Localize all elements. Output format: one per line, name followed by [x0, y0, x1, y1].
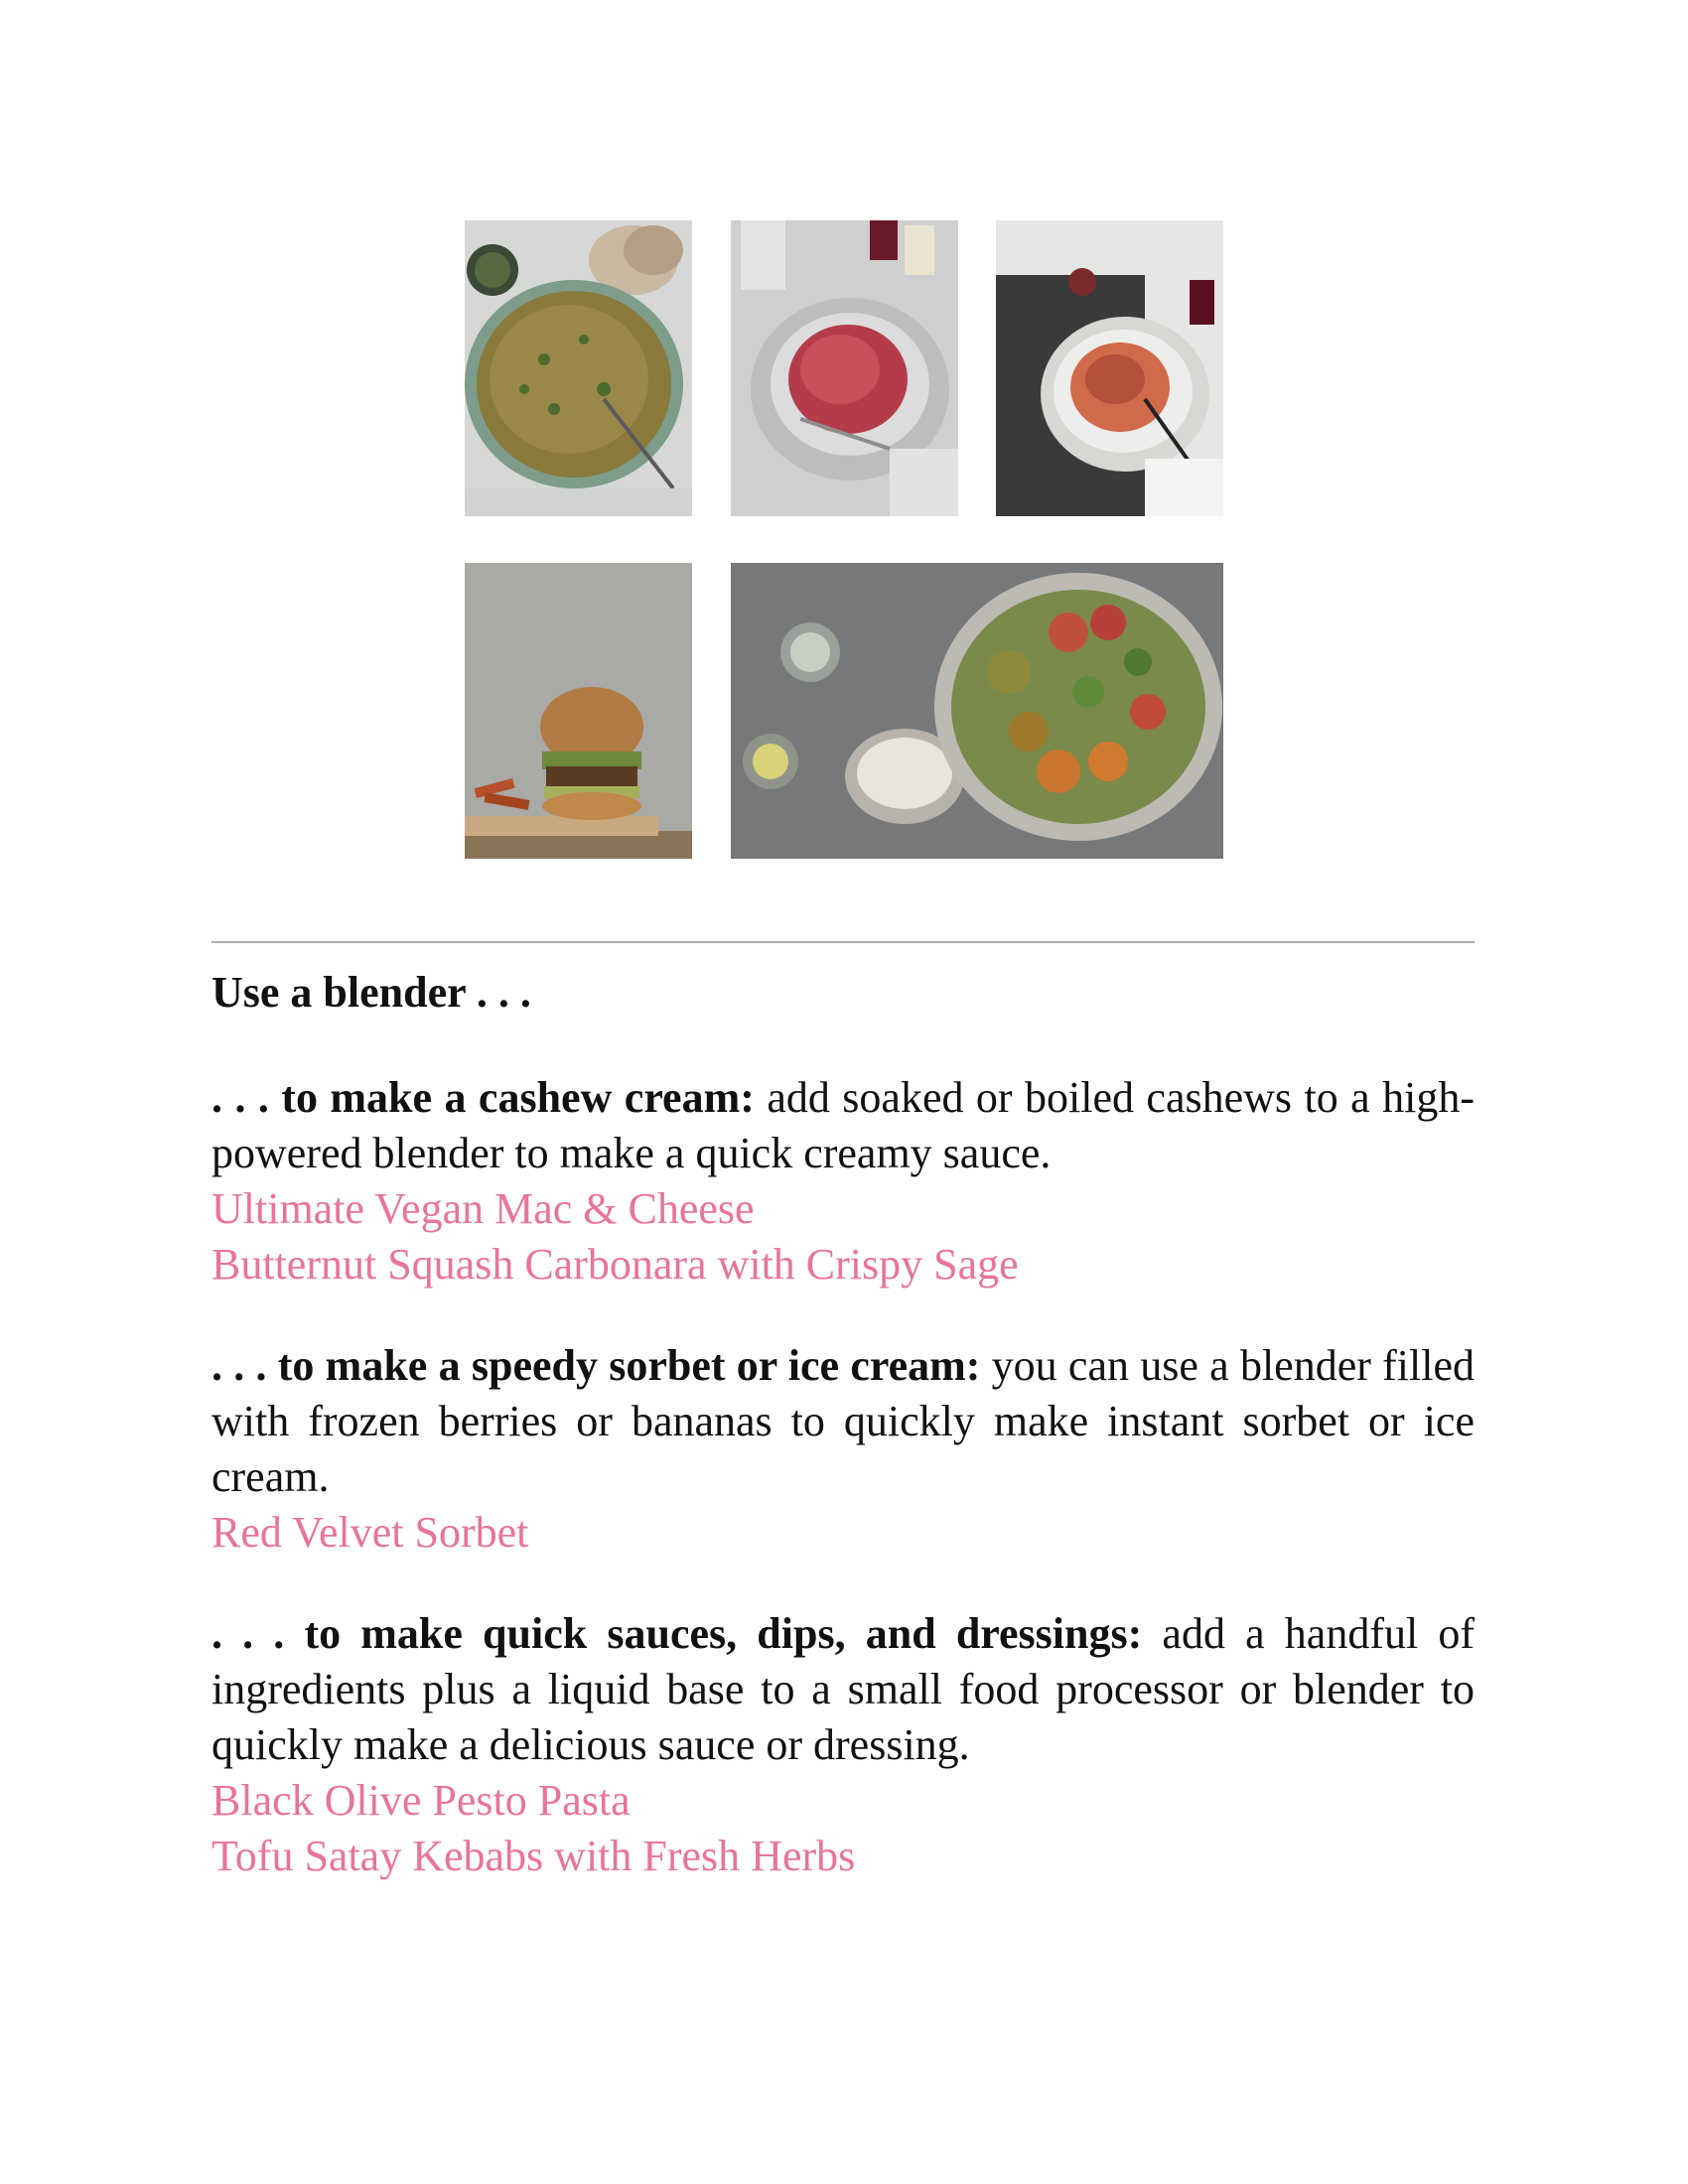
section-sauces [211, 1606, 1475, 1884]
section-lead: . . . to make a cashew cream: [211, 1073, 755, 1122]
recipe-link-red-velvet-sorbet[interactable]: Red Velvet Sorbet [211, 1508, 529, 1557]
section-text [211, 1070, 1475, 1181]
recipe-link-tofu-satay[interactable]: Tofu Satay Kebabs with Fresh Herbs [211, 1832, 856, 1880]
section-lead: . . . to make quick sauces, dips, and dressings: [211, 1609, 1143, 1658]
section-lead: . . . to make a speedy sorbet or ice cream: [211, 1341, 981, 1390]
page-heading: Use a blender . . . [211, 968, 531, 1017]
recipe-link-mac-cheese[interactable]: Ultimate Vegan Mac & Cheese [211, 1184, 755, 1233]
tomato-pasta-photo [996, 220, 1223, 516]
section-body: add a handful of ingredients plus a liquid base to a small food processor or blender to quickly make a delicious sauce or dressing. [211, 1609, 1475, 1769]
falafel-platter-photo [731, 563, 1223, 859]
lentil-stew-photo [465, 220, 692, 516]
section-cashew-cream [211, 1070, 1475, 1293]
blender-tips [211, 961, 1475, 1930]
recipe-link-squash-carbonara[interactable]: Butternut Squash Carbonara with Crispy Sage [211, 1240, 1019, 1289]
section-text [211, 1338, 1475, 1505]
section-text [211, 1606, 1475, 1773]
section-body: add soaked or boiled cashews to a high-powered blender to make a quick creamy sauce. [211, 1073, 1475, 1177]
burger-photo [465, 563, 692, 859]
recipe-link-olive-pesto[interactable]: Black Olive Pesto Pasta [211, 1776, 631, 1825]
section-sorbet [211, 1338, 1475, 1561]
divider-rule [211, 941, 1475, 943]
section-body: you can use a blender filled with frozen berries or bananas to quickly make instant sorbet or ice cream. [211, 1341, 1475, 1501]
beet-pasta-photo [731, 220, 958, 516]
